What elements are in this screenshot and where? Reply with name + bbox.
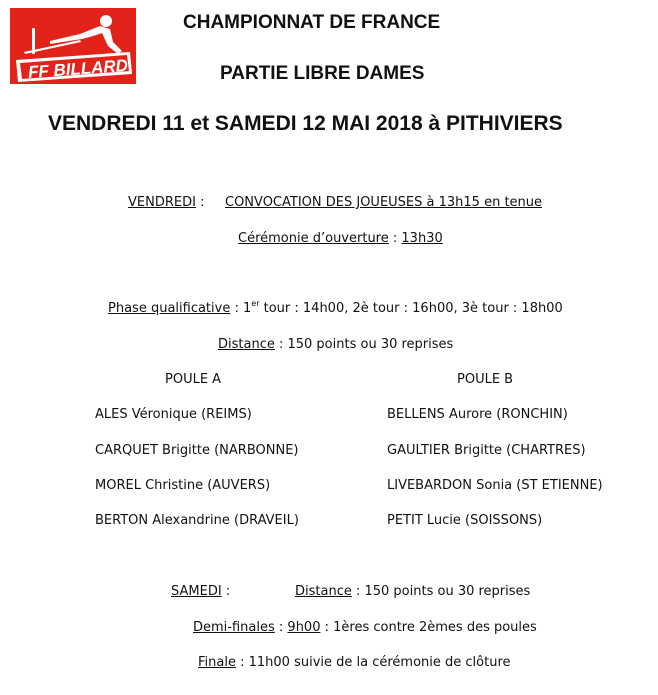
pool-a-player: BERTON Alexandrine (DRAVEIL): [95, 513, 299, 528]
semifinals-time: 9h00: [287, 620, 321, 635]
pool-b-player: BELLENS Aurore (RONCHIN): [387, 407, 568, 422]
pool-b-player: PETIT Lucie (SOISSONS): [387, 513, 543, 528]
ff-billard-logo: [10, 8, 136, 84]
opening-ceremony-row: [238, 231, 443, 246]
saturday-label-row: [171, 584, 230, 599]
final-label: Finale: [198, 655, 236, 670]
qualifying-phase-sep: : 1: [230, 301, 252, 316]
opening-ceremony-label: Cérémonie d’ouverture: [238, 231, 389, 246]
pool-a-player: CARQUET Brigitte (NARBONNE): [95, 443, 299, 458]
friday-distance-row: [218, 337, 453, 352]
pool-b-title: POULE B: [457, 372, 514, 387]
final-row: [198, 655, 511, 670]
friday-distance-text: : 150 points ou 30 reprises: [274, 337, 454, 352]
semifinals-row: [193, 620, 537, 635]
opening-ceremony-time: 13h30: [401, 231, 443, 246]
friday-label-sep: :: [195, 195, 205, 210]
logo-text: FF BILLARD: [27, 55, 129, 82]
opening-ceremony-sep: :: [388, 231, 402, 246]
pool-b-player: LIVEBARDON Sonia (ST ETIENNE): [387, 478, 603, 493]
semifinals-label: Demi-finales: [193, 620, 275, 635]
friday-convocation: CONVOCATION DES JOUEUSES à 13h15 en tenue: [225, 195, 543, 210]
pool-a-title: POULE A: [165, 372, 222, 387]
saturday-distance-text: : 150 points ou 30 reprises: [351, 584, 531, 599]
friday-distance-label: Distance: [218, 337, 275, 352]
title-discipline: PARTIE LIBRE DAMES: [220, 63, 425, 84]
pool-a-player: MOREL Christine (AUVERS): [95, 478, 271, 493]
pool-a-player: ALES Véronique (REIMS): [95, 407, 252, 422]
qualifying-phase-label: Phase qualificative: [108, 301, 231, 316]
pool-b-player: GAULTIER Brigitte (CHARTRES): [387, 443, 586, 458]
saturday-distance-row: [295, 584, 530, 599]
qualifying-phase-row: [108, 301, 563, 316]
title-dates-location: VENDREDI 11 et SAMEDI 12 MAI 2018 à PITHIVIERS: [48, 112, 563, 135]
semifinals-text: : 1ères contre 2èmes des poules: [320, 620, 537, 635]
saturday-label-sep: :: [221, 584, 231, 599]
semifinals-sep: :: [274, 620, 288, 635]
final-text: : 11h00 suivie de la cérémonie de clôture: [235, 655, 511, 670]
qualifying-phase-sup: er: [251, 299, 260, 308]
saturday-label: SAMEDI: [171, 584, 222, 599]
title-championship: CHAMPIONNAT DE FRANCE: [183, 12, 441, 33]
friday-label: VENDREDI: [128, 195, 196, 210]
saturday-distance-label: Distance: [295, 584, 352, 599]
qualifying-phase-schedule: tour : 14h00, 2è tour : 16h00, 3è tour : 18h00: [259, 301, 563, 316]
friday-label-row: [128, 195, 204, 210]
